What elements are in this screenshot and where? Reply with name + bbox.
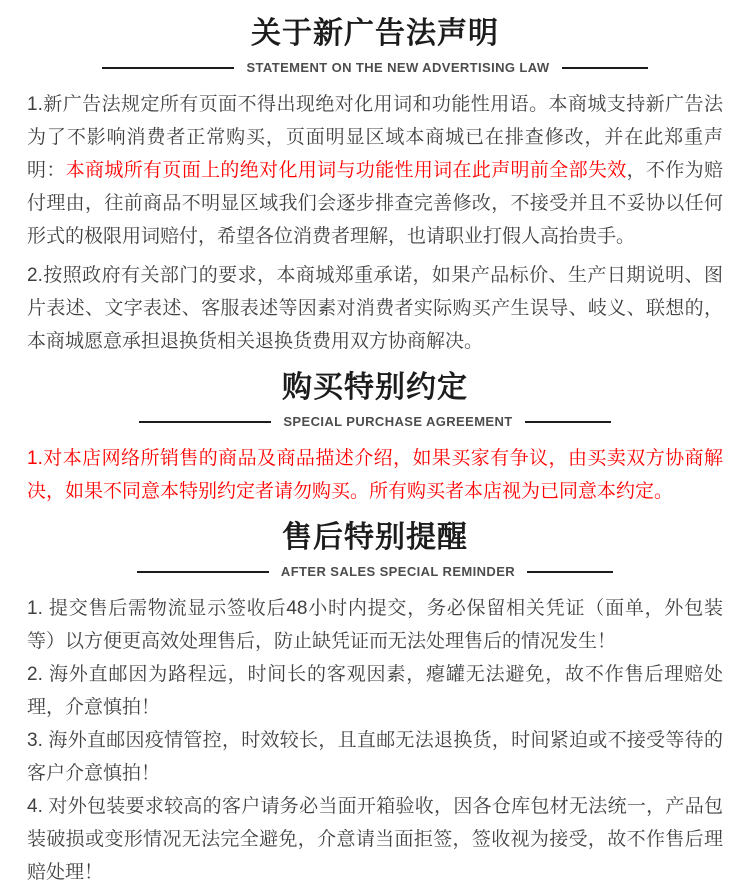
- subtitle-rule-right: [525, 421, 611, 423]
- paragraph-aftersales-3-text: 3. 海外直邮因疫情管控，时效较长，且直邮无法退换货，时间紧迫或不接受等待的客户介意慎拍！: [27, 730, 723, 784]
- section-title-purchase-agreement: 购买特别约定: [282, 371, 468, 404]
- section-subtitle-row: [27, 60, 723, 75]
- section-subtitle-row: [27, 414, 723, 429]
- paragraph-law-2: [27, 259, 723, 358]
- paragraph-aftersales-2: [27, 658, 723, 724]
- subtitle-rule-left: [137, 571, 269, 573]
- subtitle-rule-left: [102, 67, 234, 69]
- subtitle-rule-left: [139, 421, 271, 423]
- section-subtitle-purchase-agreement: SPECIAL PURCHASE AGREEMENT: [283, 414, 513, 429]
- paragraph-law-1: [27, 88, 723, 253]
- paragraph-agreement-1: [27, 442, 723, 508]
- paragraph-law-1-segment-red: 本商城所有页面上的绝对化用词与功能性用词在此声明前全部失效: [65, 160, 627, 181]
- section-title-after-sales: 售后特别提醒: [282, 521, 468, 554]
- paragraph-aftersales-1-text: 1. 提交售后需物流显示签收后48小时内提交，务必保留相关凭证（面单，外包装等）以方便更高效处理售后，防止缺凭证而无法处理售后的情况发生！: [27, 598, 723, 652]
- paragraph-aftersales-2-text: 2. 海外直邮因为路程远，时间长的客观因素，瘪罐无法避免，故不作售后理赔处理，介意慎拍！: [27, 664, 723, 718]
- subtitle-rule-right: [527, 571, 613, 573]
- section-subtitle-row: [27, 564, 723, 579]
- paragraph-aftersales-3: [27, 724, 723, 790]
- section-purchase-agreement: [27, 368, 723, 508]
- section-advertising-law: [27, 14, 723, 358]
- section-title-advertising-law: 关于新广告法声明: [251, 17, 499, 50]
- section-after-sales: [27, 518, 723, 889]
- paragraph-aftersales-4: [27, 790, 723, 889]
- paragraph-agreement-1-text: 1.对本店网络所销售的商品及商品描述介绍，如果买家有争议，由买卖双方协商解决，如果不同意本特别约定者请勿购买。所有购买者本店视为已同意本约定。: [27, 448, 723, 502]
- section-subtitle-after-sales: AFTER SALES SPECIAL REMINDER: [280, 564, 516, 579]
- paragraph-law-1-segment-black-1: 1.新广告法规定所有页面不得出现绝对化用词和功能性用语。本商城支持新广告法为了不影响消费者正常购买，页面明显区域本商城已在排查修改，并在此郑重声明：: [27, 94, 723, 181]
- paragraph-aftersales-1: [27, 592, 723, 658]
- paragraph-law-2-text: 2.按照政府有关部门的要求，本商城郑重承诺，如果产品标价、生产日期说明、图片表述、文字表述、客服表述等因素对消费者实际购买产生误导、岐义、联想的，本商城愿意承担退换货相关退换货费用双方协商解决。: [27, 265, 723, 352]
- subtitle-rule-right: [562, 67, 648, 69]
- section-subtitle-advertising-law: STATEMENT ON THE NEW ADVERTISING LAW: [246, 60, 550, 75]
- paragraph-aftersales-4-text: 4. 对外包装要求较高的客户请务必当面开箱验收，因各仓库包材无法统一，产品包装破损或变形情况无法完全避免，介意请当面拒签，签收视为接受，故不作售后理赔处理！: [27, 796, 723, 883]
- paragraph-law-1-segment-black-2: ，不作为赔付理由，往前商品不明显区域我们会逐步排查完善修改，不接受并且不妥协以任何形式的极限用词赔付，希望各位消费者理解，也请职业打假人高抬贵手。: [27, 160, 723, 247]
